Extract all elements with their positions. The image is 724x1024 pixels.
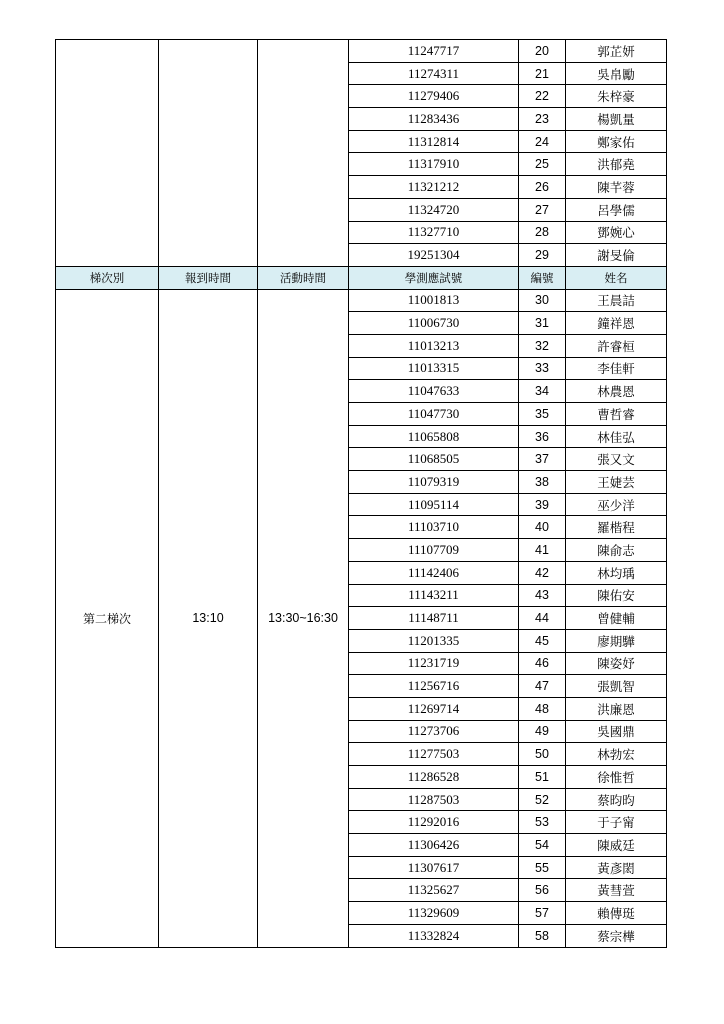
seq-number: 24	[519, 130, 566, 153]
exam-number: 11095114	[349, 493, 519, 516]
group2-checkin-time: 13:10	[159, 289, 258, 947]
student-name: 黃彗萱	[566, 879, 667, 902]
table-header-row	[56, 266, 667, 289]
seq-number: 28	[519, 221, 566, 244]
exam-number: 11047730	[349, 403, 519, 426]
exam-number: 11143211	[349, 584, 519, 607]
group2-activity-time: 13:30~16:30	[258, 289, 349, 947]
seq-number: 36	[519, 425, 566, 448]
header-name: 姓名	[566, 266, 667, 289]
seq-number: 23	[519, 108, 566, 131]
exam-number: 11321212	[349, 176, 519, 199]
seq-number: 40	[519, 516, 566, 539]
student-name: 楊凱量	[566, 108, 667, 131]
student-name: 張又文	[566, 448, 667, 471]
exam-number: 11325627	[349, 879, 519, 902]
exam-number: 11279406	[349, 85, 519, 108]
header-round: 梯次別	[56, 266, 159, 289]
exam-number: 11277503	[349, 743, 519, 766]
student-name: 陳威廷	[566, 834, 667, 857]
exam-number: 11269714	[349, 697, 519, 720]
exam-number: 11329609	[349, 902, 519, 925]
group2-round: 第二梯次	[56, 289, 159, 947]
exam-number: 11006730	[349, 312, 519, 335]
exam-number: 11274311	[349, 62, 519, 85]
exam-number: 11148711	[349, 607, 519, 630]
exam-number: 11103710	[349, 516, 519, 539]
exam-number: 11247717	[349, 40, 519, 63]
exam-number: 11068505	[349, 448, 519, 471]
exam-number: 11332824	[349, 924, 519, 947]
exam-number: 11079319	[349, 471, 519, 494]
exam-number: 11231719	[349, 652, 519, 675]
student-name: 巫少洋	[566, 493, 667, 516]
student-name: 吳國鼎	[566, 720, 667, 743]
seq-number: 30	[519, 289, 566, 312]
student-name: 鄭家佑	[566, 130, 667, 153]
seq-number: 20	[519, 40, 566, 63]
student-name: 陳俞志	[566, 539, 667, 562]
student-name: 呂學儒	[566, 198, 667, 221]
seq-number: 54	[519, 834, 566, 857]
seq-number: 44	[519, 607, 566, 630]
seq-number: 50	[519, 743, 566, 766]
exam-number: 11307617	[349, 856, 519, 879]
seq-number: 27	[519, 198, 566, 221]
student-name: 洪廉恩	[566, 697, 667, 720]
schedule-table	[55, 39, 667, 948]
exam-number: 11273706	[349, 720, 519, 743]
table-row	[56, 289, 667, 312]
seq-number: 47	[519, 675, 566, 698]
student-name: 陳芊蓉	[566, 176, 667, 199]
exam-number: 11201335	[349, 629, 519, 652]
exam-number: 11306426	[349, 834, 519, 857]
student-name: 鄧婉心	[566, 221, 667, 244]
group1-round-cell	[56, 40, 159, 267]
student-name: 林佳弘	[566, 425, 667, 448]
exam-number: 11256716	[349, 675, 519, 698]
exam-number: 11107709	[349, 539, 519, 562]
student-name: 林均瑀	[566, 561, 667, 584]
seq-number: 48	[519, 697, 566, 720]
seq-number: 56	[519, 879, 566, 902]
header-activity-time: 活動時間	[258, 266, 349, 289]
seq-number: 37	[519, 448, 566, 471]
schedule-table-body	[56, 40, 667, 948]
seq-number: 46	[519, 652, 566, 675]
seq-number: 57	[519, 902, 566, 925]
seq-number: 31	[519, 312, 566, 335]
header-checkin-time: 報到時間	[159, 266, 258, 289]
header-seq: 編號	[519, 266, 566, 289]
seq-number: 39	[519, 493, 566, 516]
student-name: 徐惟哲	[566, 766, 667, 789]
exam-number: 11312814	[349, 130, 519, 153]
student-name: 于子甯	[566, 811, 667, 834]
student-name: 曾健輔	[566, 607, 667, 630]
exam-number: 11283436	[349, 108, 519, 131]
seq-number: 33	[519, 357, 566, 380]
student-name: 王晨詰	[566, 289, 667, 312]
seq-number: 58	[519, 924, 566, 947]
exam-number: 11286528	[349, 766, 519, 789]
seq-number: 22	[519, 85, 566, 108]
seq-number: 51	[519, 766, 566, 789]
seq-number: 55	[519, 856, 566, 879]
seq-number: 43	[519, 584, 566, 607]
student-name: 鐘祥恩	[566, 312, 667, 335]
student-name: 蔡宗樺	[566, 924, 667, 947]
exam-number: 11287503	[349, 788, 519, 811]
student-name: 許睿桓	[566, 334, 667, 357]
seq-number: 52	[519, 788, 566, 811]
exam-number: 11013315	[349, 357, 519, 380]
student-name: 黃彥閎	[566, 856, 667, 879]
exam-number: 11324720	[349, 198, 519, 221]
exam-number: 11001813	[349, 289, 519, 312]
seq-number: 45	[519, 629, 566, 652]
student-name: 陳姿妤	[566, 652, 667, 675]
header-exam-number: 學測應試號	[349, 266, 519, 289]
seq-number: 29	[519, 244, 566, 267]
student-name: 羅楷程	[566, 516, 667, 539]
table-row	[56, 40, 667, 63]
seq-number: 42	[519, 561, 566, 584]
seq-number: 35	[519, 403, 566, 426]
student-name: 林勃宏	[566, 743, 667, 766]
seq-number: 38	[519, 471, 566, 494]
seq-number: 26	[519, 176, 566, 199]
student-name: 曹哲睿	[566, 403, 667, 426]
seq-number: 21	[519, 62, 566, 85]
exam-number: 11142406	[349, 561, 519, 584]
exam-number: 11047633	[349, 380, 519, 403]
seq-number: 53	[519, 811, 566, 834]
student-name: 張凱智	[566, 675, 667, 698]
seq-number: 32	[519, 334, 566, 357]
student-name: 朱梓豪	[566, 85, 667, 108]
exam-number: 11013213	[349, 334, 519, 357]
student-name: 王婕芸	[566, 471, 667, 494]
seq-number: 49	[519, 720, 566, 743]
seq-number: 25	[519, 153, 566, 176]
student-name: 吳帛勵	[566, 62, 667, 85]
seq-number: 41	[519, 539, 566, 562]
student-name: 謝旻倫	[566, 244, 667, 267]
exam-number: 11065808	[349, 425, 519, 448]
seq-number: 34	[519, 380, 566, 403]
student-name: 林農恩	[566, 380, 667, 403]
exam-number: 11327710	[349, 221, 519, 244]
exam-number: 11317910	[349, 153, 519, 176]
student-name: 李佳軒	[566, 357, 667, 380]
student-name: 洪郁堯	[566, 153, 667, 176]
student-name: 蔡昀昀	[566, 788, 667, 811]
exam-number: 11292016	[349, 811, 519, 834]
student-name: 陳佑安	[566, 584, 667, 607]
student-name: 賴傳珽	[566, 902, 667, 925]
student-name: 廖期驊	[566, 629, 667, 652]
exam-number: 19251304	[349, 244, 519, 267]
student-name: 郭芷妍	[566, 40, 667, 63]
group1-checkin-cell	[159, 40, 258, 267]
group1-activity-cell	[258, 40, 349, 267]
